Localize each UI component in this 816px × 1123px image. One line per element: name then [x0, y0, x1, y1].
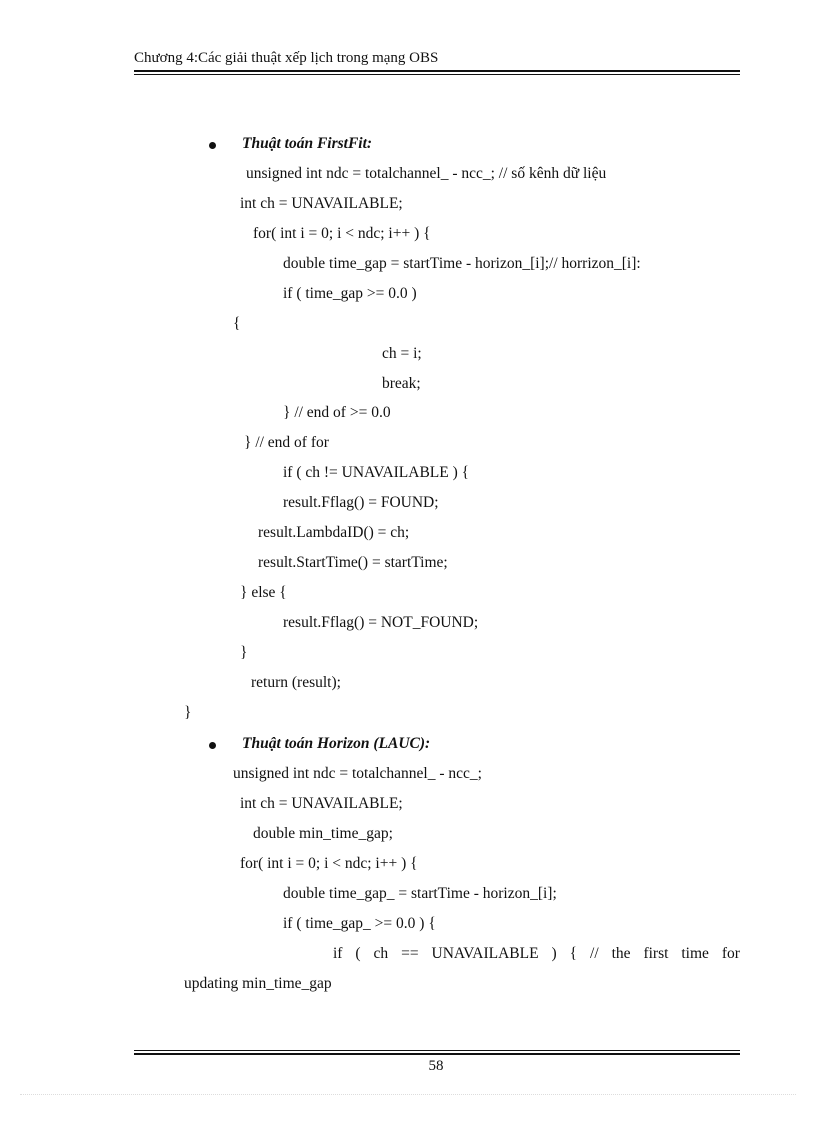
code-line: ch = i;: [382, 345, 422, 362]
word: {: [569, 945, 578, 962]
code-line: }: [184, 704, 192, 721]
bullet-horizon: [209, 742, 216, 749]
code-line: break;: [382, 375, 421, 392]
code-line: int ch = UNAVAILABLE;: [240, 195, 403, 212]
word: ): [551, 945, 557, 962]
code-line: result.StartTime() = startTime;: [258, 554, 448, 571]
code-line: result.Fflag() = NOT_FOUND;: [283, 614, 479, 631]
code-line: int ch = UNAVAILABLE;: [240, 795, 403, 812]
code-line: if ( time_gap_ >= 0.0 ) {: [283, 915, 436, 932]
header-rule: [134, 70, 740, 72]
code-line: } // end of for: [244, 434, 329, 451]
word: ch: [373, 945, 389, 962]
footer-rule: [134, 1053, 740, 1055]
justified-code-line: [333, 945, 740, 963]
code-line-continuation: updating min_time_gap: [184, 975, 332, 992]
word: ==: [401, 945, 419, 962]
code-line: result.Fflag() = FOUND;: [283, 494, 439, 511]
word: for: [721, 945, 740, 962]
code-line: if ( ch != UNAVAILABLE ) {: [283, 464, 470, 481]
word: time: [681, 945, 709, 962]
code-line: {: [233, 315, 241, 332]
header-rule-thin: [134, 74, 740, 75]
code-line: double time_gap = startTime - horizon_[i];// horrizon_[i]:: [283, 255, 641, 272]
section-heading-firstfit: Thuật toán FirstFit:: [242, 135, 373, 152]
code-line: if ( time_gap >= 0.0 ): [283, 285, 417, 302]
word: UNAVAILABLE: [431, 945, 539, 962]
code-line: unsigned int ndc = totalchannel_ - ncc_; // số kênh dữ liệu: [246, 165, 607, 182]
word: (: [355, 945, 361, 962]
page-bottom-dotted-line: [20, 1094, 796, 1095]
page-number: 58: [428, 1058, 444, 1074]
code-line: }: [240, 644, 248, 661]
code-line: } else {: [240, 584, 287, 601]
code-line: for( int i = 0; i < ndc; i++ ) {: [240, 855, 418, 872]
chapter-header: Chương 4:Các giải thuật xếp lịch trong mạng OBS: [134, 50, 439, 66]
word: if: [333, 945, 343, 962]
word: the: [611, 945, 631, 962]
code-line: result.LambdaID() = ch;: [258, 524, 410, 541]
section-heading-horizon: Thuật toán Horizon (LAUC):: [242, 735, 431, 752]
word: //: [590, 945, 599, 962]
code-line: return (result);: [251, 674, 341, 691]
bullet-firstfit: [209, 142, 216, 149]
code-line: } // end of >= 0.0: [283, 404, 391, 421]
word: first: [643, 945, 669, 962]
code-line: for( int i = 0; i < ndc; i++ ) {: [253, 225, 431, 242]
code-line: double min_time_gap;: [253, 825, 393, 842]
code-line: unsigned int ndc = totalchannel_ - ncc_;: [233, 765, 482, 782]
footer-rule-thin: [134, 1050, 740, 1051]
code-line: double time_gap_ = startTime - horizon_[i];: [283, 885, 557, 902]
